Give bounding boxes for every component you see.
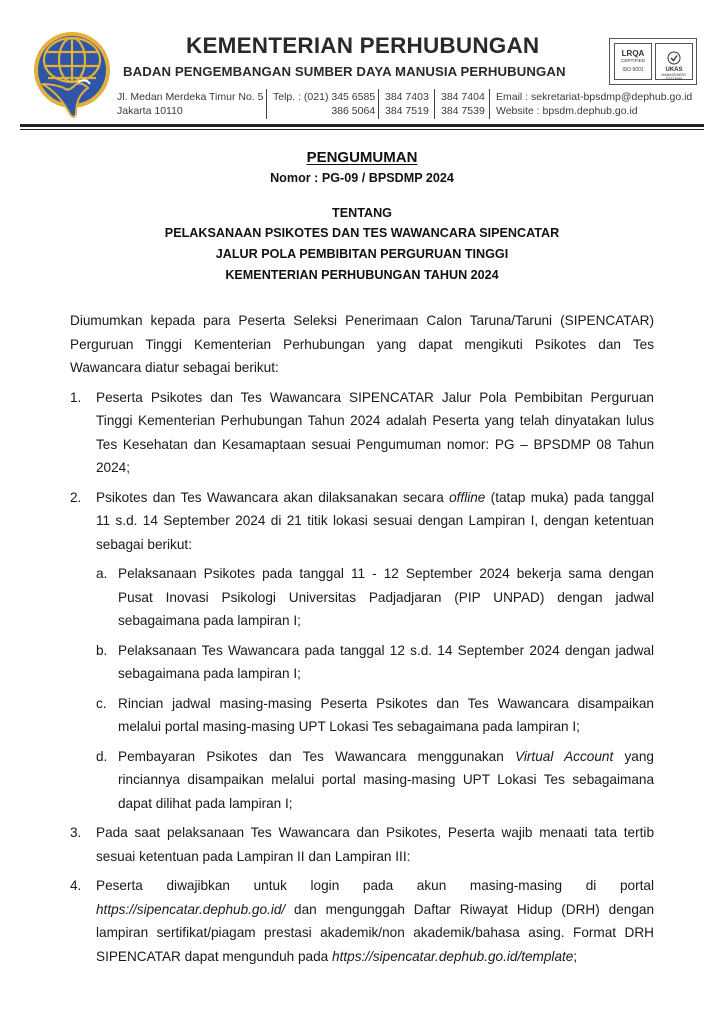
item-number: 4. — [70, 878, 82, 893]
phone-col-3 — [441, 90, 485, 118]
ukas-badge: UKAS MANAGEMENT SYSTEMS — [655, 43, 693, 80]
item-text: Psikotes dan Tes Wawancara akan dilaksanakan secara — [96, 489, 450, 505]
announcement-number: Nomor : PG-09 / BPSDMP 2024 — [270, 171, 454, 185]
sub-list-item — [96, 562, 654, 633]
list-item — [70, 821, 654, 868]
template-link[interactable]: https://sipencatar.dephub.go.id/template — [332, 948, 574, 964]
phone-number: 384 7539 — [441, 105, 485, 117]
sub-item-letter: c. — [96, 695, 107, 711]
phone-number: 384 7519 — [385, 105, 429, 117]
subject-line: KEMENTERIAN PERHUBUNGAN TAHUN 2024 — [225, 268, 499, 282]
sub-item-text: Pelaksanaan Tes Wawancara pada tanggal 12 s.d. 14 September 2024 dengan jadwal sebagaimana pada lampiran I; — [118, 642, 654, 681]
divider — [266, 89, 267, 119]
header-rule — [20, 129, 704, 130]
sub-item-text-italic: Virtual Account — [515, 748, 614, 764]
list-item — [70, 386, 654, 480]
item-text: Peserta Psikotes dan Tes Wawancara SIPENCATAR Jalur Pola Pembibitan Perguruan Tinggi Kementerian Perhubungan Tahun 2024 adalah Peserta yang telah dinyatakan lulus Tes Kesehatan dan Kesamaptaan sesuai Pengumuman nomor: PG – BPSDMP 08 Tahun 2024; — [96, 389, 654, 475]
sub-item-letter: d. — [96, 748, 108, 764]
header-rule — [20, 124, 704, 127]
sub-item-text: Pembayaran Psikotes dan Tes Wawancara menggunakan — [118, 748, 516, 764]
sub-list — [96, 562, 654, 815]
sub-item-text: yang rinciannya disampaikan melalui portal masing-masing UPT Lokasi Tes sebagaimana dapat dilihat pada lampiran I; — [118, 748, 654, 811]
sub-item-letter: b. — [96, 642, 108, 658]
address-line: Jl. Medan Merdeka Timur No. 5 — [117, 91, 264, 103]
divider — [489, 89, 490, 119]
sub-item-text: Pelaksanaan Psikotes pada tanggal 11 - 12 September 2024 bekerja sama dengan Pusat Inovasi Psikologi Universitas Padjadjaran (PIP UNPAD) dengan jadwal sebagaimana pada lampiran I; — [118, 566, 654, 628]
item-text: Peserta diwajibkan untuk login pada akun masing-masing di portal — [96, 878, 654, 893]
phone-col-2 — [385, 90, 429, 118]
phone-number: 384 7404 — [441, 91, 485, 103]
certification-badges — [609, 38, 697, 85]
divider — [434, 89, 435, 119]
item-text: Pada saat pelaksanaan Tes Wawancara dan Psikotes, Peserta wajib menaati tata tertib sesuai ketentuan pada Lampiran II dan Lampiran III: — [96, 825, 654, 864]
about-label: TENTANG — [332, 206, 392, 220]
item-text: (tatap muka) pada tanggal 11 s.d. 14 September 2024 di 21 titik lokasi sesuai dengan Lampiran I, dengan ketentuan sebagai berikut: — [96, 489, 654, 552]
item-number: 3. — [70, 825, 82, 840]
letterhead — [0, 0, 724, 135]
item-text: dan mengunggah Daftar Riwayat Hidup (DRH) dengan lampiran sertifikat/piagam prestasi akademik/non akademik/bahasa asing. Format DRH SIPENCATAR dapat mengunduh pada — [96, 901, 654, 964]
subject-line: JALUR POLA PEMBIBITAN PERGURUAN TINGGI — [215, 247, 509, 261]
website: Website : bpsdm.dephub.go.id — [496, 105, 638, 117]
portal-link[interactable]: https://sipencatar.dephub.go.id/ — [96, 901, 286, 917]
item-number: 2. — [70, 489, 82, 505]
phone-col-1 — [273, 90, 375, 118]
announcement-title: PENGUMUMAN — [306, 149, 418, 166]
intro-paragraph: Diumumkan kepada para Peserta Seleksi Penerimaan Calon Taruna/Taruni (SIPENCATAR) Perguruan Tinggi Kementerian Perhubungan yang dapat mengikuti Psikotes dan Tes Wawancara diatur sebagai berikut: — [70, 313, 654, 375]
item-number: 1. — [70, 389, 82, 405]
email-website — [496, 90, 692, 118]
item-text: ; — [573, 948, 578, 964]
phone-number: 386 5064 — [331, 105, 376, 117]
list-item — [70, 486, 654, 816]
announcement-body — [70, 309, 654, 974]
lrqa-badge: LRQA CERTIFIED ISO 9001 — [614, 43, 652, 80]
address-line: Jakarta 10110 — [117, 105, 183, 117]
check-crown-icon — [666, 49, 682, 65]
divider — [378, 89, 379, 119]
announcement-header — [0, 148, 724, 286]
sub-list-item — [96, 692, 654, 739]
item-text-italic: offline — [449, 489, 486, 505]
email: Email : sekretariat-bpsdmp@dephub.go.id — [496, 91, 693, 103]
agency-name: BADAN PENGEMBANGAN SUMBER DAYA MANUSIA PERHUBUNGAN — [123, 64, 566, 79]
sub-item-text: Rincian jadwal masing-masing Peserta Psikotes dan Tes Wawancara disampaikan melalui portal masing-masing UPT Lokasi Tes sebagaimana pada lampiran I; — [118, 695, 654, 734]
sub-list-item — [96, 639, 654, 686]
sub-item-letter: a. — [96, 566, 108, 581]
address — [117, 90, 263, 118]
phone-number: Telp. : (021) 345 6585 — [273, 91, 376, 103]
phone-number: 384 7403 — [385, 91, 429, 103]
list-item — [70, 874, 654, 968]
sub-list-item — [96, 745, 654, 816]
ministry-logo-icon — [28, 30, 116, 122]
organization-name: KEMENTERIAN PERHUBUNGAN — [186, 33, 540, 58]
subject-line: PELAKSANAAN PSIKOTES DAN TES WAWANCARA SIPENCATAR — [164, 226, 560, 240]
